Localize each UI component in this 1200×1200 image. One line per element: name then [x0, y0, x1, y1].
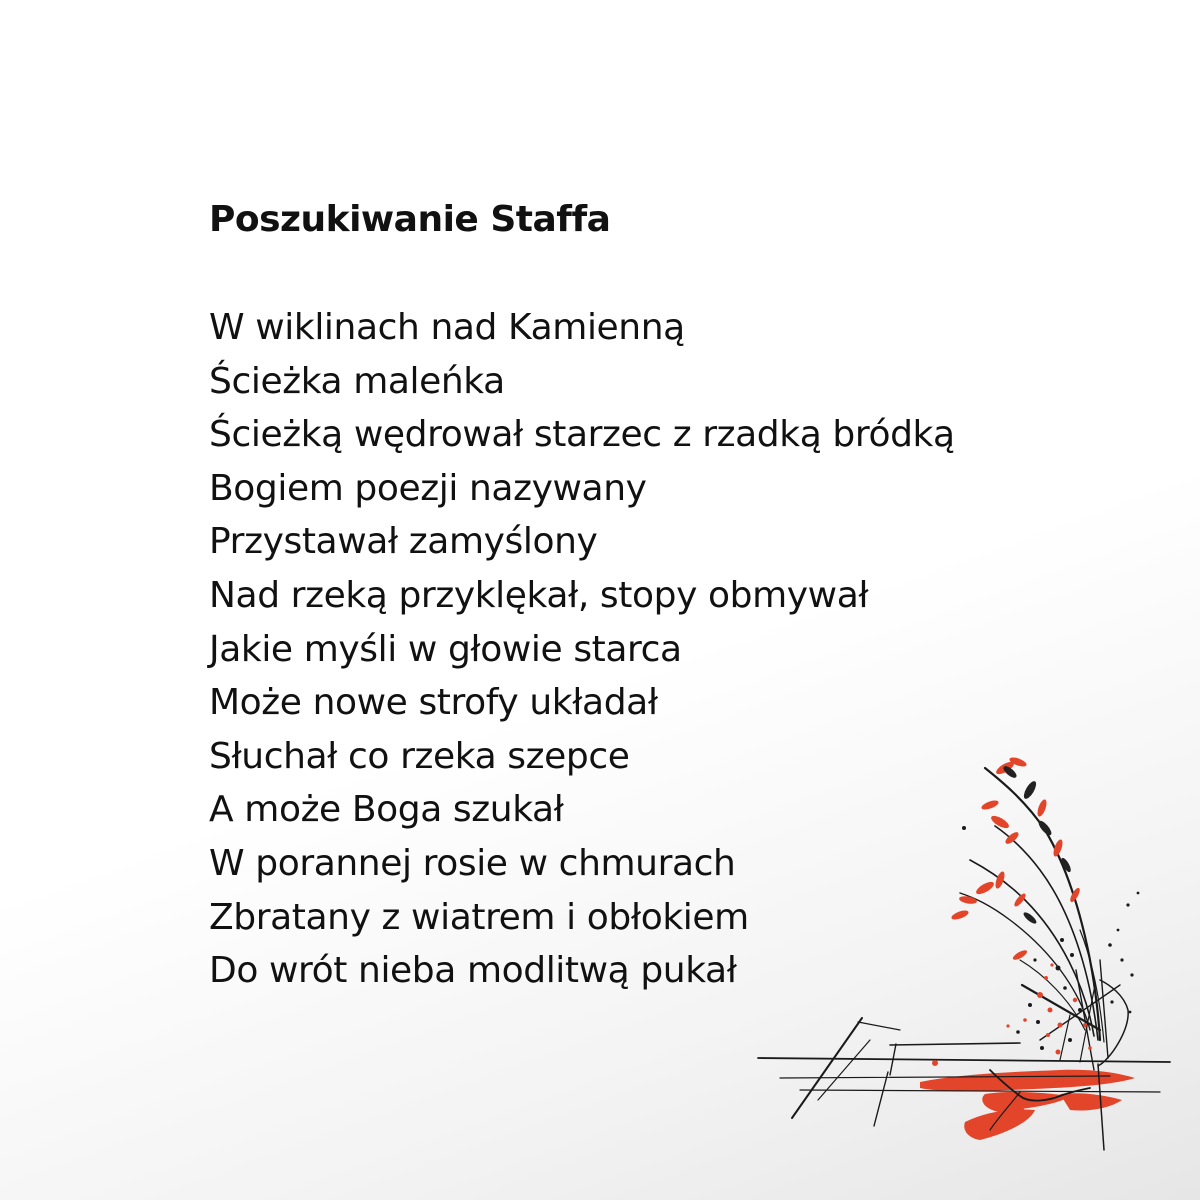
- poem-line-13: Do wrót nieba modlitwą pukał: [209, 950, 737, 992]
- poem-line-11: W porannej rosie w chmurach: [209, 842, 736, 884]
- poem-line-9: Słuchał co rzeka szepce: [209, 735, 630, 777]
- willow-branches: [960, 768, 1104, 1042]
- willow-leaves: [950, 756, 1081, 962]
- poem-line-12: Zbratany z wiatrem i obłokiem: [209, 896, 749, 938]
- poem-line-1: W wiklinach nad Kamienną: [209, 307, 685, 348]
- poem-line-5: Przystawał zamyślony: [209, 521, 598, 563]
- ink-splatter-dots: [932, 826, 1139, 1066]
- ink-sketch-lines: [758, 960, 1170, 1150]
- poem-line-10: A może Boga szukał: [209, 789, 564, 831]
- poem-line-2: Ścieżka maleńka: [209, 360, 505, 402]
- poem-line-7: Jakie myśli w głowie starca: [209, 628, 682, 670]
- willow-branch-illustration: [740, 740, 1180, 1160]
- poem-line-6: Nad rzeką przyklękał, stopy obmywał: [209, 574, 869, 616]
- poem-line-3: Ścieżką wędrował starzec z rzadką bródką: [209, 414, 955, 456]
- poem-line-4: Bogiem poezji nazywany: [209, 467, 647, 509]
- poem-line-8: Może nowe strofy układał: [209, 682, 658, 724]
- poem-title: Poszukiwanie Staffa: [209, 199, 611, 240]
